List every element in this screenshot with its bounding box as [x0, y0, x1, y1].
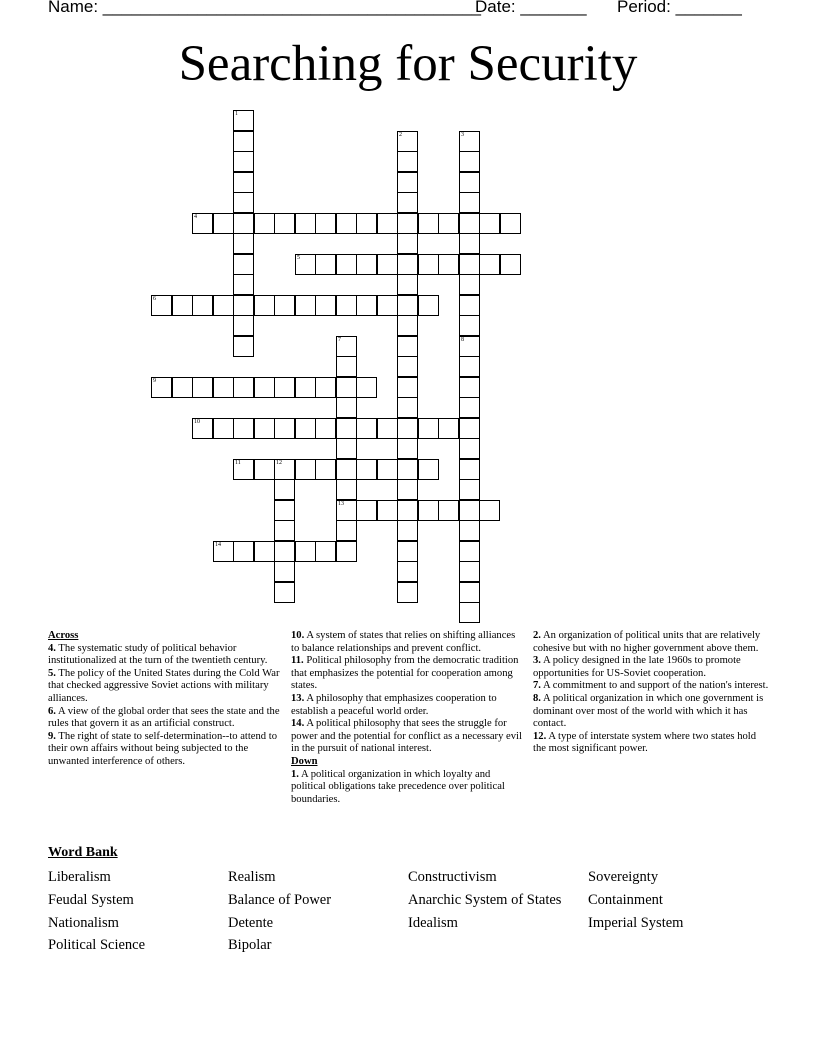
cell-number: 11	[235, 460, 241, 466]
clue-across-10	[291, 630, 525, 655]
grid-cell[interactable]	[274, 582, 295, 603]
grid-cell[interactable]	[479, 213, 500, 234]
grid-cell[interactable]	[459, 438, 480, 459]
clues-column-3	[533, 630, 769, 756]
grid-cell[interactable]	[233, 336, 254, 357]
clue-across-6	[48, 706, 282, 731]
name-date-period-header	[48, 0, 768, 19]
grid-cell[interactable]	[397, 520, 418, 541]
grid-cell[interactable]	[192, 295, 213, 316]
grid-cell[interactable]	[377, 254, 398, 275]
clue-text: A policy designed in the late 1960s to promote opportunities for US-Soviet cooperation.	[533, 655, 741, 679]
grid-cell[interactable]	[274, 520, 295, 541]
clue-down-1	[291, 769, 525, 807]
grid-cell[interactable]	[233, 192, 254, 213]
grid-cell[interactable]	[233, 233, 254, 254]
clue-across-11	[291, 655, 525, 693]
cell-number: 3	[461, 132, 464, 138]
grid-cell[interactable]	[459, 459, 480, 480]
grid-cell[interactable]	[336, 438, 357, 459]
grid-cell[interactable]	[254, 459, 275, 480]
grid-cell[interactable]	[172, 295, 193, 316]
word-bank-item: Liberalism	[48, 869, 111, 885]
clue-number: 4.	[48, 642, 56, 654]
page-title: Searching for Security	[178, 36, 638, 92]
clue-across-14	[291, 718, 525, 756]
grid-cell[interactable]	[295, 377, 316, 398]
grid-cell[interactable]	[233, 172, 254, 193]
grid-cell[interactable]	[151, 295, 172, 316]
clue-across-9	[48, 731, 282, 769]
clue-text: A system of states that relies on shifting alliances to balance relationships and prevent conflict.	[291, 630, 516, 654]
grid-cell[interactable]	[233, 418, 254, 439]
cell-number: 12	[276, 460, 282, 466]
word-bank-item: Idealism	[408, 915, 458, 931]
grid-cell[interactable]	[377, 500, 398, 521]
grid-cell[interactable]	[459, 500, 480, 521]
grid-cell[interactable]	[254, 295, 275, 316]
grid-cell[interactable]	[356, 213, 377, 234]
grid-cell[interactable]	[336, 541, 357, 562]
grid-cell[interactable]	[459, 213, 480, 234]
word-bank-item: Constructivism	[408, 869, 497, 885]
grid-cell[interactable]	[274, 541, 295, 562]
grid-cell[interactable]	[459, 377, 480, 398]
grid-cell[interactable]	[274, 500, 295, 521]
word-bank-item: Feudal System	[48, 892, 134, 908]
grid-cell[interactable]	[213, 541, 234, 562]
clue-across-5	[48, 668, 282, 706]
cell-number: 10	[194, 419, 200, 425]
grid-cell[interactable]	[336, 500, 357, 521]
clue-number: 6.	[48, 705, 56, 717]
grid-cell[interactable]	[274, 377, 295, 398]
grid-cell[interactable]	[459, 315, 480, 336]
grid-cell[interactable]	[397, 192, 418, 213]
grid-cell[interactable]	[397, 459, 418, 480]
grid-cell[interactable]	[233, 315, 254, 336]
word-bank-item: Sovereignty	[588, 869, 659, 885]
grid-cell[interactable]	[377, 459, 398, 480]
clue-across-4	[48, 643, 282, 668]
grid-cell[interactable]	[254, 418, 275, 439]
grid-cell[interactable]	[233, 377, 254, 398]
grid-cell[interactable]	[315, 254, 336, 275]
clue-text: A political organization in which one government is dominant over most of the world with which it has contact.	[533, 692, 764, 730]
grid-cell[interactable]	[233, 541, 254, 562]
name-field[interactable]: Name: ________________________________________	[48, 0, 481, 16]
grid-cell[interactable]	[459, 397, 480, 418]
clue-down-7	[533, 680, 769, 693]
clue-text: A philosophy that emphasizes cooperation to establish a peaceful world order.	[291, 692, 497, 717]
grid-cell[interactable]	[418, 295, 439, 316]
grid-cell[interactable]	[459, 520, 480, 541]
grid-cell[interactable]	[500, 213, 521, 234]
clue-across-13	[291, 693, 525, 718]
grid-cell[interactable]	[500, 254, 521, 275]
word-bank-item: Political Science	[48, 937, 146, 953]
grid-cell[interactable]	[336, 418, 357, 439]
grid-cell[interactable]	[377, 213, 398, 234]
grid-cell[interactable]	[377, 295, 398, 316]
grid-cell[interactable]	[356, 500, 377, 521]
grid-cell[interactable]	[233, 110, 254, 131]
grid-cell[interactable]	[418, 459, 439, 480]
date-field[interactable]: Date: _______	[475, 0, 587, 16]
grid-cell[interactable]	[397, 233, 418, 254]
grid-cell[interactable]	[418, 500, 439, 521]
grid-cell[interactable]	[274, 459, 295, 480]
grid-cell[interactable]	[397, 541, 418, 562]
cell-number: 9	[153, 378, 156, 384]
grid-cell[interactable]	[459, 172, 480, 193]
word-bank-item: Anarchic System of States	[408, 892, 562, 908]
grid-cell[interactable]	[459, 274, 480, 295]
clues-column-1	[48, 630, 282, 769]
cell-number: 8	[461, 337, 464, 343]
clue-text: A commitment to and support of the nation's interest.	[543, 680, 769, 692]
grid-cell[interactable]	[315, 459, 336, 480]
cell-number: 4	[194, 214, 197, 220]
grid-cell[interactable]	[233, 131, 254, 152]
grid-cell[interactable]	[459, 356, 480, 377]
grid-cell[interactable]	[233, 274, 254, 295]
grid-cell[interactable]	[192, 377, 213, 398]
grid-cell[interactable]	[336, 336, 357, 357]
grid-cell[interactable]	[479, 500, 500, 521]
grid-cell[interactable]	[213, 418, 234, 439]
across-heading: Across	[48, 630, 79, 641]
grid-cell[interactable]	[295, 541, 316, 562]
clue-text: A type of interstate system where two states hold the most significant power.	[533, 730, 757, 755]
grid-cell[interactable]	[459, 479, 480, 500]
clue-number: 7.	[533, 680, 541, 692]
grid-cell[interactable]	[254, 213, 275, 234]
grid-cell[interactable]	[397, 274, 418, 295]
clue-number: 8.	[533, 692, 541, 704]
grid-cell[interactable]	[479, 254, 500, 275]
grid-cell[interactable]	[336, 213, 357, 234]
clue-text: The policy of the United States during the Cold War that checked aggressive Soviet actions with military alliances.	[48, 667, 280, 704]
grid-cell[interactable]	[459, 295, 480, 316]
grid-cell[interactable]	[438, 213, 459, 234]
grid-cell[interactable]	[356, 254, 377, 275]
grid-cell[interactable]	[459, 336, 480, 357]
grid-cell[interactable]	[459, 418, 480, 439]
grid-cell[interactable]	[172, 377, 193, 398]
word-bank-heading: Word Bank	[48, 845, 118, 860]
grid-cell[interactable]	[459, 131, 480, 152]
grid-cell[interactable]	[315, 295, 336, 316]
grid-cell[interactable]	[459, 541, 480, 562]
grid-cell[interactable]	[418, 254, 439, 275]
grid-cell[interactable]	[397, 213, 418, 234]
grid-cell[interactable]	[438, 500, 459, 521]
word-bank-item: Imperial System	[588, 915, 684, 931]
word-bank-item: Nationalism	[48, 915, 119, 931]
clue-number: 11.	[291, 655, 304, 667]
clue-text: An organization of political units that are relatively cohesive but with no higher government above them.	[533, 630, 761, 654]
cell-number: 1	[235, 111, 238, 117]
clue-text: The systematic study of political behavior institutionalized at the turn of the twentieth century.	[48, 642, 268, 667]
grid-cell[interactable]	[397, 336, 418, 357]
grid-cell[interactable]	[213, 377, 234, 398]
grid-cell[interactable]	[397, 131, 418, 152]
grid-cell[interactable]	[397, 377, 418, 398]
grid-cell[interactable]	[459, 233, 480, 254]
grid-cell[interactable]	[315, 541, 336, 562]
clue-text: A political philosophy that sees the struggle for power and the potential for conflict as a necessary evil in the pursuit of national interest.	[291, 718, 522, 755]
grid-cell[interactable]	[233, 254, 254, 275]
grid-cell[interactable]	[438, 254, 459, 275]
clue-number: 5.	[48, 667, 56, 679]
grid-cell[interactable]	[397, 418, 418, 439]
clue-number: 13.	[291, 692, 305, 704]
clue-text: A political organization in which loyalty and political obligations take precedence over political boundaries.	[291, 768, 505, 805]
grid-cell[interactable]	[151, 377, 172, 398]
clues-column-2	[291, 630, 525, 806]
word-bank-item: Containment	[588, 892, 663, 908]
grid-cell[interactable]	[356, 459, 377, 480]
cell-number: 5	[297, 255, 300, 261]
clue-number: 10.	[291, 630, 305, 641]
grid-cell[interactable]	[356, 377, 377, 398]
grid-cell[interactable]	[233, 295, 254, 316]
clue-down-2	[533, 630, 769, 655]
grid-cell[interactable]	[397, 295, 418, 316]
grid-cell[interactable]	[336, 377, 357, 398]
clue-number: 9.	[48, 730, 56, 742]
grid-cell[interactable]	[295, 213, 316, 234]
grid-cell[interactable]	[336, 397, 357, 418]
grid-cell[interactable]	[336, 295, 357, 316]
grid-cell[interactable]	[336, 479, 357, 500]
grid-cell[interactable]	[459, 582, 480, 603]
clue-number: 12.	[533, 730, 547, 742]
grid-cell[interactable]	[418, 418, 439, 439]
cell-number: 2	[399, 132, 402, 138]
clue-number: 14.	[291, 718, 305, 730]
grid-cell[interactable]	[438, 418, 459, 439]
grid-cell[interactable]	[397, 397, 418, 418]
grid-cell[interactable]	[356, 295, 377, 316]
grid-cell[interactable]	[315, 213, 336, 234]
grid-cell[interactable]	[336, 356, 357, 377]
grid-cell[interactable]	[459, 561, 480, 582]
word-bank-item: Balance of Power	[228, 892, 332, 908]
clue-number: 3.	[533, 655, 541, 667]
grid-cell[interactable]	[274, 561, 295, 582]
grid-cell[interactable]	[274, 213, 295, 234]
clue-down-12	[533, 731, 769, 756]
grid-cell[interactable]	[459, 151, 480, 172]
clue-text: A view of the global order that sees the state and the rules that govern it as an artificial construct.	[48, 705, 280, 730]
grid-cell[interactable]	[336, 520, 357, 541]
cell-number: 7	[338, 337, 341, 343]
clue-text: The right of state to self-determination--to attend to their own affairs without being subjected to the unwanted interference of others.	[48, 730, 277, 767]
grid-cell[interactable]	[397, 500, 418, 521]
clue-down-3	[533, 655, 769, 680]
clue-number: 2.	[533, 630, 541, 641]
grid-cell[interactable]	[459, 192, 480, 213]
grid-cell[interactable]	[397, 479, 418, 500]
grid-cell[interactable]	[295, 459, 316, 480]
grid-cell[interactable]	[274, 479, 295, 500]
grid-cell[interactable]	[192, 213, 213, 234]
grid-cell[interactable]	[315, 418, 336, 439]
clue-number: 1.	[291, 768, 299, 780]
grid-cell[interactable]	[397, 356, 418, 377]
grid-cell[interactable]	[274, 418, 295, 439]
grid-cell[interactable]	[397, 582, 418, 603]
grid-cell[interactable]	[459, 602, 480, 623]
grid-cell[interactable]	[397, 438, 418, 459]
grid-cell[interactable]	[397, 151, 418, 172]
grid-cell[interactable]	[254, 377, 275, 398]
grid-cell[interactable]	[274, 295, 295, 316]
cell-number: 13	[338, 501, 344, 507]
word-bank-item: Bipolar	[228, 937, 272, 953]
down-heading: Down	[291, 755, 318, 767]
grid-cell[interactable]	[233, 213, 254, 234]
grid-cell[interactable]	[295, 295, 316, 316]
grid-cell[interactable]	[418, 213, 439, 234]
grid-cell[interactable]	[254, 541, 275, 562]
cell-number: 6	[153, 296, 156, 302]
grid-cell[interactable]	[213, 295, 234, 316]
period-field[interactable]: Period: _______	[617, 0, 742, 16]
grid-cell[interactable]	[397, 172, 418, 193]
grid-cell[interactable]	[356, 418, 377, 439]
grid-cell[interactable]	[233, 151, 254, 172]
grid-cell[interactable]	[295, 254, 316, 275]
grid-cell[interactable]	[397, 561, 418, 582]
grid-cell[interactable]	[397, 315, 418, 336]
grid-cell[interactable]	[336, 459, 357, 480]
grid-cell[interactable]	[295, 418, 316, 439]
word-bank-item: Detente	[228, 915, 274, 931]
grid-cell[interactable]	[213, 213, 234, 234]
grid-cell[interactable]	[377, 418, 398, 439]
grid-cell[interactable]	[192, 418, 213, 439]
grid-cell[interactable]	[315, 377, 336, 398]
grid-cell[interactable]	[336, 254, 357, 275]
clue-text: Political philosophy from the democratic tradition that emphasizes the potential for cooperation among states.	[291, 655, 519, 692]
word-bank-item: Realism	[228, 869, 276, 885]
grid-cell[interactable]	[397, 254, 418, 275]
clue-down-8	[533, 693, 769, 731]
cell-number: 14	[215, 542, 221, 548]
grid-cell[interactable]	[459, 254, 480, 275]
grid-cell[interactable]	[233, 459, 254, 480]
